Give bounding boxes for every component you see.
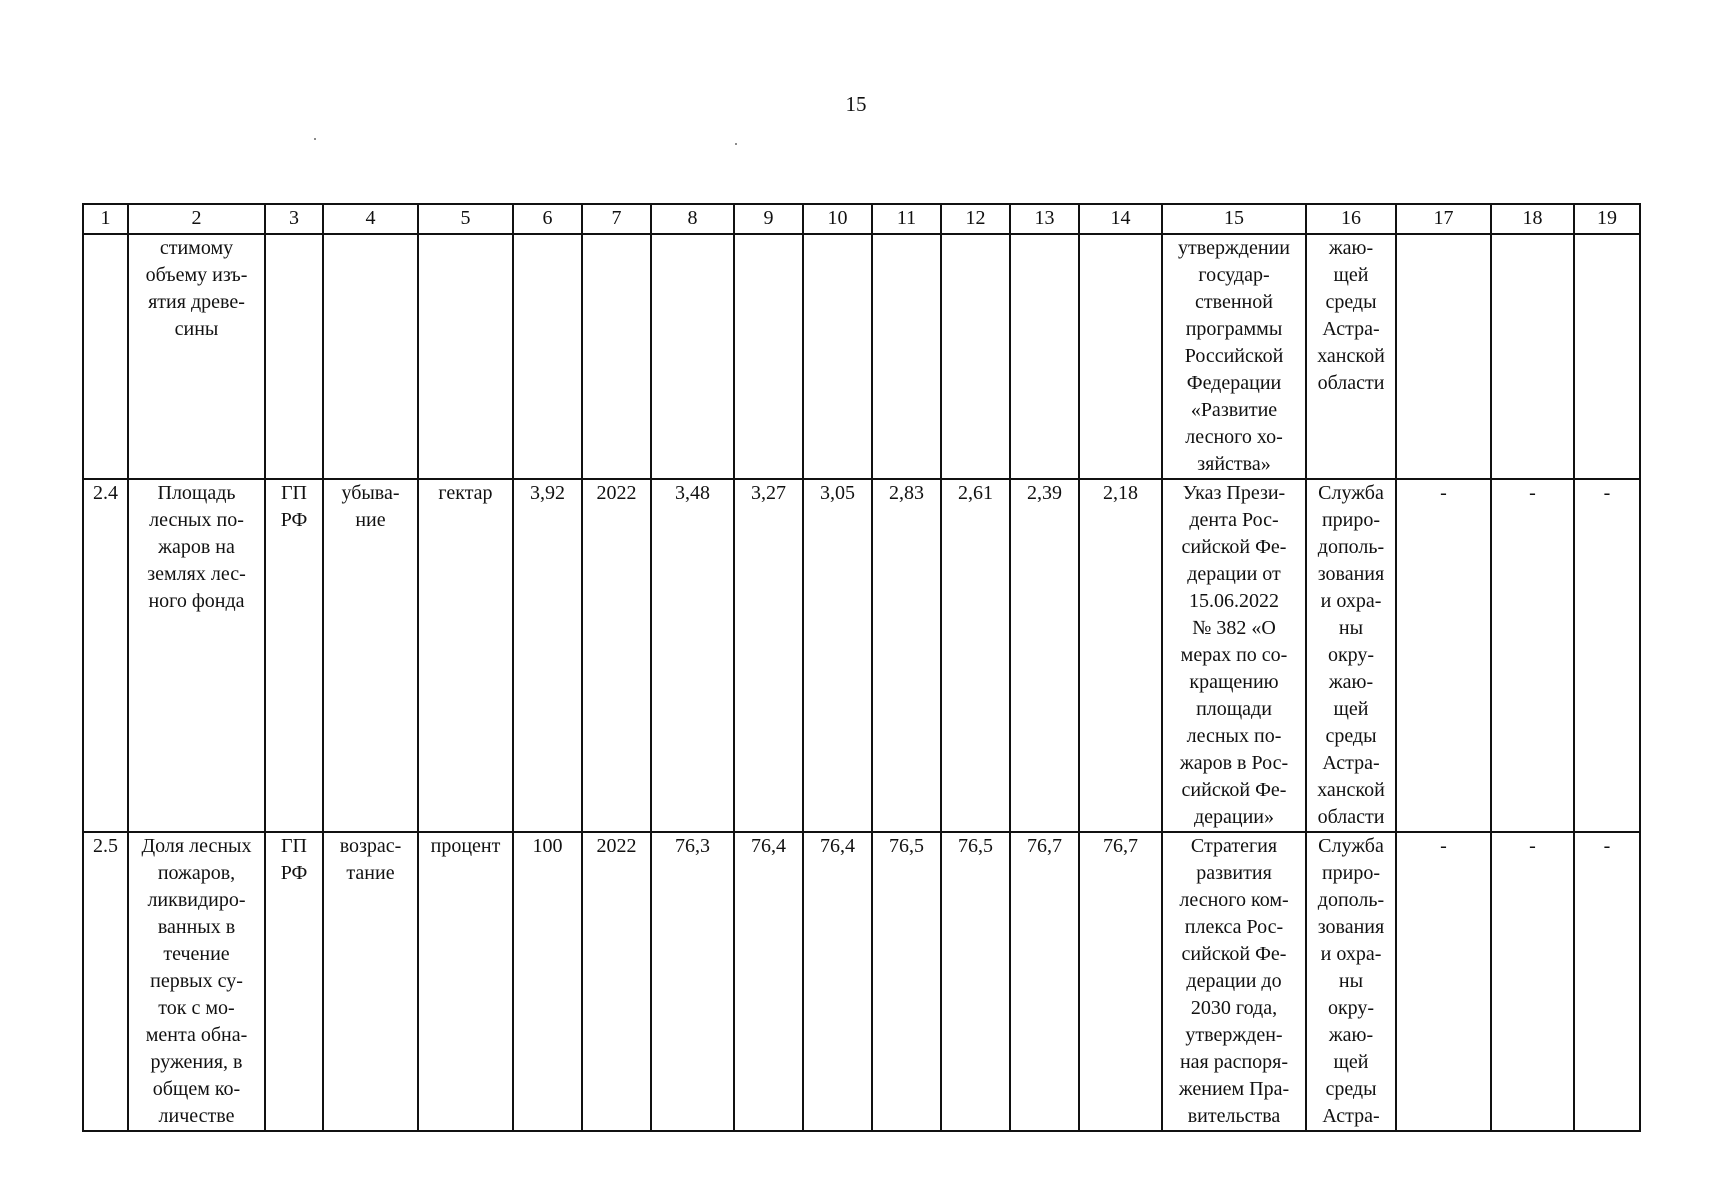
column-number: 19 <box>1574 204 1640 234</box>
column-number: 16 <box>1306 204 1396 234</box>
column-number: 4 <box>323 204 418 234</box>
value-cell: 2,83 <box>872 479 941 832</box>
extra-cell <box>1574 234 1640 479</box>
column-number: 3 <box>265 204 323 234</box>
column-number: 12 <box>941 204 1010 234</box>
value-cell: 76,7 <box>1010 832 1079 1131</box>
column-number: 2 <box>128 204 265 234</box>
base-year-cell: 2022 <box>582 832 651 1131</box>
base-year-cell: 2022 <box>582 479 651 832</box>
trend-cell <box>323 234 418 479</box>
value-cell: 76,5 <box>941 832 1010 1131</box>
extra-cell: - <box>1491 832 1574 1131</box>
extra-cell <box>1491 234 1574 479</box>
table-row <box>83 479 1640 832</box>
base-value-cell <box>513 234 582 479</box>
responsible-cell: жаю- щей среды Астра- ханской области <box>1306 234 1396 479</box>
table-row <box>83 234 1640 479</box>
column-number-row <box>83 204 1640 234</box>
indicator-name-cell: Доля лесных пожаров, ликвидиро- ванных в течение первых су- ток с мо- мента обна- ружения, в общем ко- личестве <box>128 832 265 1131</box>
value-cell: 3,48 <box>651 479 734 832</box>
value-cell <box>803 234 872 479</box>
value-cell: 76,4 <box>734 832 803 1131</box>
extra-cell: - <box>1491 479 1574 832</box>
level-cell <box>265 234 323 479</box>
value-cell <box>651 234 734 479</box>
value-cell <box>872 234 941 479</box>
value-cell: 76,4 <box>803 832 872 1131</box>
extra-cell: - <box>1574 832 1640 1131</box>
level-cell: ГП РФ <box>265 832 323 1131</box>
column-number: 17 <box>1396 204 1491 234</box>
table-row <box>83 832 1640 1131</box>
document-cell: утверждении государ- ственной программы Российской Федерации «Развитие лесного хо- зяйства» <box>1162 234 1306 479</box>
column-number: 7 <box>582 204 651 234</box>
value-cell: 76,7 <box>1079 832 1162 1131</box>
value-cell: 2,18 <box>1079 479 1162 832</box>
extra-cell: - <box>1574 479 1640 832</box>
scan-speck <box>314 138 316 140</box>
extra-cell: - <box>1396 479 1491 832</box>
value-cell <box>1079 234 1162 479</box>
row-number-cell: 2.4 <box>83 479 128 832</box>
value-cell: 76,5 <box>872 832 941 1131</box>
base-value-cell: 3,92 <box>513 479 582 832</box>
value-cell: 2,39 <box>1010 479 1079 832</box>
scan-speck <box>735 143 737 145</box>
document-cell: Стратегия развития лесного ком- плекса Рос- сийской Фе- дерации до 2030 года, утвержден- ная распоря- жением Пра- вительства <box>1162 832 1306 1131</box>
value-cell: 3,27 <box>734 479 803 832</box>
unit-cell <box>418 234 513 479</box>
column-number: 5 <box>418 204 513 234</box>
value-cell <box>941 234 1010 479</box>
value-cell <box>1010 234 1079 479</box>
row-number-cell <box>83 234 128 479</box>
base-value-cell: 100 <box>513 832 582 1131</box>
column-number: 11 <box>872 204 941 234</box>
responsible-cell: Служба приро- дополь- зования и охра- ны окру- жаю- щей среды Астра- <box>1306 832 1396 1131</box>
row-number-cell: 2.5 <box>83 832 128 1131</box>
column-number: 6 <box>513 204 582 234</box>
column-number: 8 <box>651 204 734 234</box>
column-number: 10 <box>803 204 872 234</box>
column-number: 18 <box>1491 204 1574 234</box>
indicator-name-cell: Площадь лесных по- жаров на землях лес- ного фонда <box>128 479 265 832</box>
page-number: 15 <box>845 92 867 116</box>
value-cell <box>734 234 803 479</box>
unit-cell: процент <box>418 832 513 1131</box>
responsible-cell: Служба приро- дополь- зования и охра- ны окру- жаю- щей среды Астра- ханской области <box>1306 479 1396 832</box>
unit-cell: гектар <box>418 479 513 832</box>
level-cell: ГП РФ <box>265 479 323 832</box>
extra-cell: - <box>1396 832 1491 1131</box>
column-number: 14 <box>1079 204 1162 234</box>
base-year-cell <box>582 234 651 479</box>
column-number: 9 <box>734 204 803 234</box>
column-number: 1 <box>83 204 128 234</box>
value-cell: 2,61 <box>941 479 1010 832</box>
column-number: 13 <box>1010 204 1079 234</box>
value-cell: 3,05 <box>803 479 872 832</box>
indicators-table <box>82 203 1641 1132</box>
trend-cell: возрас- тание <box>323 832 418 1131</box>
column-number: 15 <box>1162 204 1306 234</box>
extra-cell <box>1396 234 1491 479</box>
document-cell: Указ Прези- дента Рос- сийской Фе- дерации от 15.06.2022 № 382 «О мерах по со- кращению площади лесных по- жаров в Рос- сийской Фе- дерации» <box>1162 479 1306 832</box>
trend-cell: убыва- ние <box>323 479 418 832</box>
value-cell: 76,3 <box>651 832 734 1131</box>
indicator-name-cell: стимому объему изъ- ятия древе- сины <box>128 234 265 479</box>
